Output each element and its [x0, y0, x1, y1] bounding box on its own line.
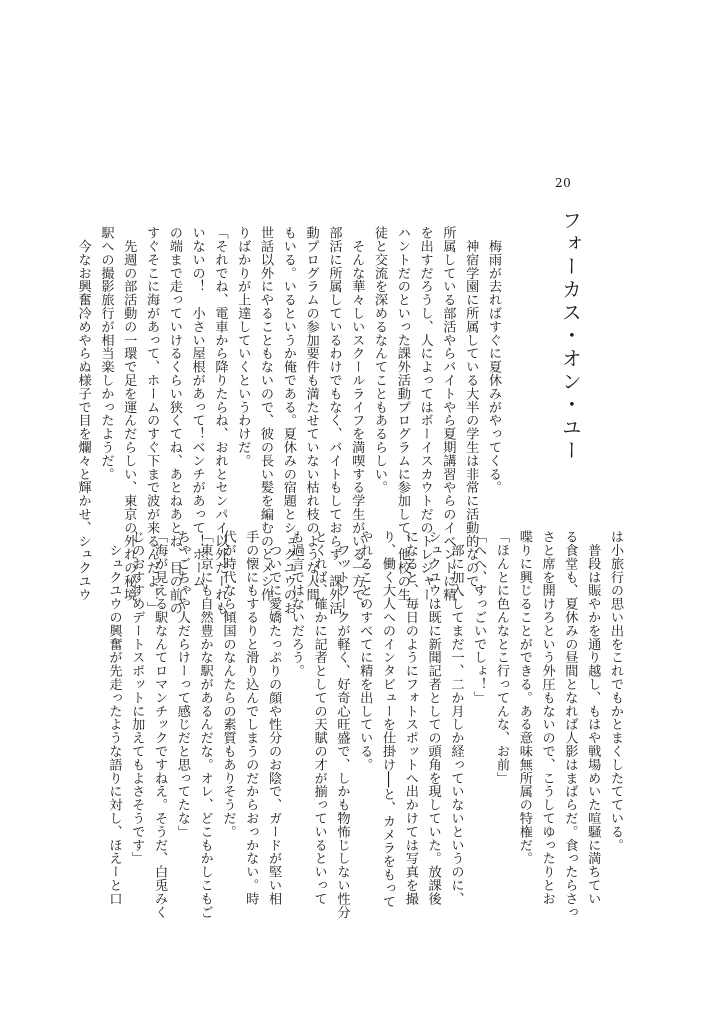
text-line: ちゃごちゃや人だらけーって感じだと思ってたな」: [174, 530, 190, 839]
text-line: 梅雨が去ればすぐに夏休みがやってくる。: [486, 226, 501, 494]
body-text-lower: [86, 530, 626, 919]
text-line: ハントだのといった課外活動プログラムに参加して、他校の生: [394, 226, 410, 602]
text-line: も過言ではないだろう。: [288, 530, 304, 678]
text-line: 今なお興奮冷めやらぬ様子で目を爛々と輝かせ、シュクユウ: [75, 226, 91, 602]
text-line: とくれば、確かに記者としての天賦の才が揃っているといって: [311, 530, 327, 906]
text-line: りばかりが上達していくというわけだ。: [235, 226, 251, 468]
text-line: 普段は賑やかを通り越し、もはや戦場めいた喧騒に満ちてい: [585, 530, 601, 906]
text-line: 部活に所属しているわけでもなく、バイトもしておらず、課外活: [326, 226, 342, 615]
text-line: 手の懐にもするりと滑り込んでしまうのだからおっかない。時: [243, 530, 259, 906]
text-line: は小旅行の思い出をこれでもかとまくしたてている。: [608, 530, 623, 852]
text-line: 「それでね、電車から降りたらね、おれとセンパイ以外だーれも: [212, 226, 228, 615]
text-line: 駅への撮影旅行が相当楽しかったようだ。: [98, 226, 114, 481]
text-line: すぐそこに海があって、ホームのすぐ下まで波が来るんだよ！」: [144, 226, 160, 615]
text-line: 神宿学園に所属している大半の学生は非常に活動的なので、: [463, 226, 479, 602]
text-line: 「ほんとに色んなとこ行ってんな、お前」: [494, 530, 510, 785]
text-line: 徒と交流を深めるなんてこともあるらしい。: [372, 226, 388, 494]
text-line: 喋りに興じることができる。ある意味無所属の特権だ。: [516, 530, 532, 865]
text-line: 代が時代なら傾国のなんたらの素質もありそうだ。: [220, 530, 236, 839]
text-line: 所属している部活やらバイトやら夏期講習やらのイベントに精: [440, 226, 456, 602]
text-line: シュクユウは既に新聞記者としての頭角を現していた。放課後: [425, 530, 441, 906]
text-line: の端まで走っていけるくらい狭くてね、あとねあとね、目の前の: [166, 226, 182, 615]
text-line: 先週の部活動の一環で足を運んだらしい、東京の外れの秘境: [121, 226, 137, 602]
text-line: いないの！ 小さい屋根があって！ベンチがあって！ホーム: [189, 226, 205, 588]
text-line: 世話以外にやることもないので、彼の長い髪を編むのとメシ作: [258, 226, 274, 602]
chapter-title: フォーカス・オン・ユー: [558, 210, 583, 463]
text-line: になると、毎日のようにフォトスポットへ出かけては写真を撮: [402, 530, 418, 906]
text-line: 「東京にも自然豊かな駅があるんだな。オレ、どこもかしこもご: [197, 530, 213, 919]
page-number: 20: [555, 176, 572, 190]
text-line: を出すだろうし、人によってはボーイスカウトだのトレジャー: [417, 226, 433, 602]
text-line: 「海が見える駅なんてロマンチックですねえ。そうだ、白兎みく: [152, 530, 168, 919]
text-line: やれることのすべてに精を出している。: [357, 530, 373, 772]
text-line: る食堂も、夏休みの昼間となれば人影はまばらだ。食ったらさっ: [562, 530, 578, 919]
text-line: シュクユウの興奮が先走ったような語りに対し、ほえーと口: [106, 530, 122, 906]
text-line: フットワークが軽く、好奇心旺盛で、しかも物怖じしない性分: [334, 530, 350, 919]
text-line: そんな華々しいスクールライフを満喫する学生がいる一方で、: [349, 226, 365, 615]
text-line: さと席を開けろという外圧もないので、こうしてゆったりとお: [539, 530, 555, 906]
text-line: もいる。いるというか俺である。夏休みの宿題とシュクユウのお: [280, 226, 296, 615]
text-line: 部に加入してまだ一、二か月しか経っていないというのに、: [448, 530, 464, 906]
text-line: じのおすすめデートスポットに加えてもよさそうです」: [129, 530, 145, 865]
text-line: 「へへ、すっごいでしょ！」: [471, 530, 487, 705]
text-line: 動プログラムの参加要件も満たせていない枯れ枝のような人間: [303, 226, 319, 602]
text-line: り、働く大人へのインタビューを仕掛け──と、カメラをもって: [380, 530, 396, 909]
text-line: ついでに愛嬌たっぷりの顔や性分のお陰で、ガードが堅い相: [266, 530, 282, 906]
